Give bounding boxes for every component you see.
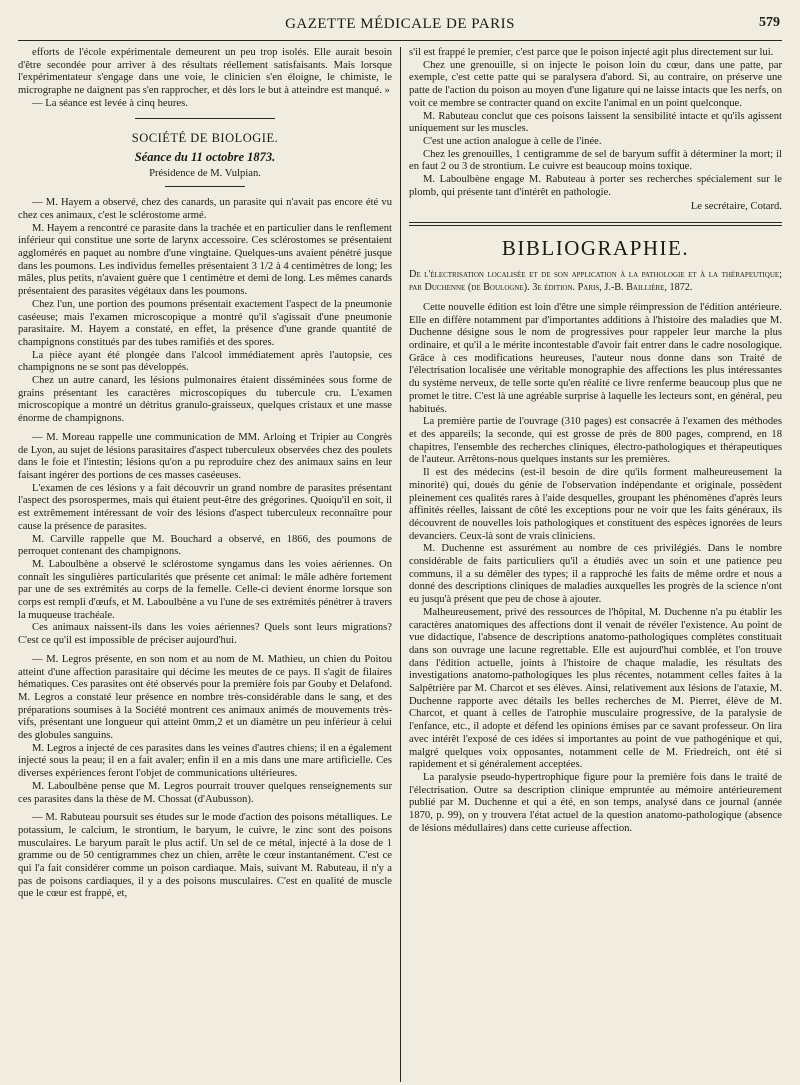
- review-paragraph: M. Duchenne est assurément au nombre de ces privilégiés. Dans le nombre considérable de faits particuliers qu'il a étudiés avec un soin et une patience peu communs, il a su démêler des types; il a rapproché les faits de même ordre et nous a donné des descriptions cliniques de maladies auxquelles les progrès de la science n'ont eu jusqu'à présent que peu de chose à ajouter.: [409, 543, 782, 606]
- paragraph: M. Carville rappelle que M. Bouchard a observé, en 1866, des poumons de perroquet contenant des champignons.: [18, 533, 392, 558]
- short-divider: [165, 186, 245, 187]
- paragraph: M. Hayem a rencontré ce parasite dans la trachée et en particulier dans le renflement inférieur qui constitue une sorte de larynx accessoire. Ces sclérostomes se présentaient agglomérés en paquet au nombre d'une vingtaine. Quelques-uns avaient pénétré jusque dans les poumons. Les individus femelles présentaient 3 1/2 à 4 centimètres de long; les mâles, plus petits, n'avaient guère que 1 centimètre et demi de long. Les mêmes canards présentaient des parasites végétaux dans les poumons.: [18, 222, 392, 298]
- paragraph: M. Rabuteau conclut que ces poisons laissent la sensibilité intacte et qu'ils agissent uniquement sur les muscles.: [409, 110, 782, 135]
- page-number: 579: [759, 15, 780, 30]
- paragraph: M. Laboulbène engage M. Rabuteau à porter ses recherches spécialement sur le plomb, qui présente tant d'intérêt en pathologie.: [409, 174, 782, 198]
- page-header: [18, 12, 782, 41]
- paragraph: — M. Rabuteau poursuit ses études sur le mode d'action des poisons métalliques. Le potassium, le calcium, le strontium, le baryum, le cuivre, le zinc sont des poisons musculaires. Le baryum paraît le plus actif. Un sel de ce métal, injecté à la dose de 1 gramme ou de 50 centigrammes chez un chien, arrête le cœur instantanément. C'est ce qui l'a fait considérer comme un poison cardiaque. Mais, suivant M. Rabuteau, il n'y a pas de poisons cardiaques, il y a des poisons musculaires. C'est en qualité de muscle que le cœur est frappé, et,: [18, 812, 392, 900]
- left-column: [18, 47, 400, 1082]
- seance-closing: — La séance est levée à cinq heures.: [32, 97, 188, 109]
- secretary-signature: Le secrétaire, Cotard.: [690, 201, 782, 213]
- right-column: [400, 47, 782, 1082]
- book-citation: De l'électrisation localisée et de son application à la pathologie et à la thérapeutique; par Duchenne (de Boulogne). 3e édition. Paris, J.-B. Baillière, 1872.: [409, 269, 782, 293]
- paragraph: s'il est frappé le premier, c'est parce que le poison injecté agit plus directement sur lui.: [409, 47, 774, 58]
- review-paragraph: Cette nouvelle édition est loin d'être une simple réimpression de l'édition antérieure. Elle en diffère notamment par d'importantes additions à l'histoire des maladies que M. Duchenne désigne sous le nom de progressives pour rappeler leur marche la plus ordinaire, et qu'il a le mérite incontestable d'avoir fait entrer dans le cadre nosologique. Grâce à ces modifications heureuses, l'auteur nous donne dans son Traité de l'électrisation localisée une véritable monographie des affections les plus intéressantes du système nerveux, de telle sorte qu'en réalité ce livre renferme beaucoup plus que ne promet le titre. C'est là une agréable surprise à laquelle les lecteurs sont, en général, peu habitués.: [409, 301, 782, 415]
- review-paragraph: Malheureusement, privé des ressources de l'hôpital, M. Duchenne n'a pu établir les caractères anatomiques des affections dont il venait de révéler l'existence. Au point de vue didactique, l'absence de descriptions anatomo-pathologiques complètes constituait dans son ouvrage une lacune regrettable. Elle est aujourd'hui comblée, et l'on trouve dans l'édition actuelle, joints à l'histoire de chaque maladie, les résultats des investigations anatomo-pathologiques les plus récentes, notamment celles faites à la Salpêtrière par M. Charcot et ses élèves. Ainsi, relativement aux lésions de l'ataxie, M. Duchenne rapporte avec détails les belles recherches de M. Pierret, élève de M. Charcot, et quant à celles de l'atrophie musculaire progressive, de la paralysie de l'enfance, etc., il adopte et défend les opinions émises par ce savant professeur. On lira avec intérêt l'exposé de ces idées si importantes au point de vue pathogénique et qui, malgré quelques voix opposantes, notamment celle de M. Friedreich, ont été si rapidement et si généralement acceptées.: [409, 606, 782, 771]
- paragraph: Ces animaux naissent-ils dans les voies aériennes? Quels sont leurs migrations? C'est ce qu'il est impossible de préciser aujourd'hui.: [18, 622, 392, 647]
- society-heading: SOCIÉTÉ DE BIOLOGIE.: [131, 130, 279, 145]
- presidence-line: Présidence de M. Vulpian.: [149, 167, 261, 179]
- paragraph: Chez une grenouille, si on injecte le poison loin du cœur, dans une patte, par exemple, c'est cette patte qui se paralysera d'abord. Si, au contraire, on préserve une patte de l'action du poison au moyen d'une ligature qui ne laisse intacts que les nerfs, on voit ce membre se contracter quand on excite l'animal en un point quelconque.: [409, 59, 782, 109]
- double-rule: [409, 222, 782, 226]
- paragraph: M. Laboulbène a observé le sclérostome syngamus dans les voies aériennes. On connaît les singulières particularités que présente cet animal: le mâle adhère fortement par une de ses extrémités au corps de la femelle. Celle-ci devient énorme lorsque son corps est rempli d'œufs, et M. Laboulbène a vu l'une de ses extrémités pénétrer à travers la muqueuse trachéale.: [18, 558, 392, 621]
- paragraph: — M. Hayem a observé, chez des canards, un parasite qui n'avait pas encore été vu chez ces animaux, c'est le sclérostome armé.: [18, 197, 392, 221]
- journal-title: GAZETTE MÉDICALE DE PARIS: [285, 16, 515, 32]
- paragraph: M. Laboulbène pense que M. Legros pourrait trouver quelques renseignements sur ces parasites dans la thèse de M. Chossat (d'Aubusson).: [18, 780, 392, 805]
- paragraph: M. Legros a injecté de ces parasites dans les veines d'autres chiens; il en a également injecté sous la peau; il en a fait avaler; enfin il en a mis dans une mare artificielle. Ces diverses expériences feront l'objet de communications ultérieures.: [18, 742, 392, 780]
- paragraph: L'examen de ces lésions y a fait découvrir un grand nombre de parasites présentant l'aspect des psorospermes, mais qui étaient peut-être des grégorines. Quoiqu'il en soit, il est extrêmement intéressant de voir des lésions d'aspect tuberculeux reconnaître pour cause la présence de parasites.: [18, 482, 392, 532]
- paragraph: — M. Moreau rappelle une communication de MM. Arloing et Tripier au Congrès de Lyon, au sujet de lésions parasitaires d'aspect tuberculeux observées chez des poulets dans le foie et l'intestin; lésions qu'on a pu reproduire chez des animaux sains en leur faisant ingérer des portions de ces masses caséeuses.: [18, 431, 392, 481]
- section-divider: [135, 118, 275, 119]
- seance-heading: Séance du 11 octobre 1873.: [134, 149, 276, 164]
- bibliography-heading: BIBLIOGRAPHIE.: [501, 236, 690, 261]
- paragraph: Chez l'un, une portion des poumons présentait exactement l'aspect de la pneumonie caséeuse; mais l'examen microscopique a montré qu'il s'agissait d'une pneumonie parasitaire. M. Hayem a constaté, en effet, la présence d'une grande quantité de champignons constitués par des tubes ramifiés et des spores.: [18, 298, 392, 348]
- intro-paragraph: efforts de l'école expérimentale demeurent un peu trop isolés. Elle aurait besoin d'être secondée pour arriver à des résultats réellement satisfaisants. Mais lorsque l'expérimentateur s'engage dans une voie, le clinicien s'en éloigne, le chimiste, le micrographe ne daignent pas s'en rapprocher, et dès lors le but à atteindre est manqué. »: [18, 47, 392, 97]
- review-paragraph: La première partie de l'ouvrage (310 pages) est consacrée à l'examen des méthodes et des appareils; la seconde, qui est grosse de près de 800 pages, comprend, en 18 chapitres, l'ensemble des recherches cliniques, électro-pathologiques et thérapeutiques de l'auteur. Arrêtons-nous quelques instants sur les premières.: [409, 416, 782, 466]
- paragraph: C'est une action analogue à celle de l'inée.: [423, 135, 602, 147]
- paragraph: Chez un autre canard, les lésions pulmonaires étaient disséminées sous forme de grains présentant les caractères microscopiques du tubercule cru. L'examen microscopique a montré un détritus granulo-graisseux, quelques cristaux et une masse énorme de champignons.: [18, 375, 392, 425]
- columns: [18, 47, 782, 1082]
- review-paragraph: Il est des médecins (est-il besoin de dire qu'ils forment malheureusement la minorité) qui, doués du génie de l'observation indépendante et originale, possèdent pleinement ces qualités rares à l'aide desquelles, groupant les phénomènes d'après leurs affinités réelles, laissant de côté les exceptions pour ne voir que les faits généraux, ils découvrent de nouvelles lois pathologiques et constituent des espèces ignorées de leurs devanciers. Ceux-là sont de vrais cliniciens.: [409, 467, 782, 542]
- paragraph: La pièce ayant été plongée dans l'alcool immédiatement après l'autopsie, ces champignons ne se sont pas développés.: [18, 349, 392, 374]
- paragraph: Chez les grenouilles, 1 centigramme de sel de baryum suffit à déterminer la mort; il en faut 2 ou 3 de strontium. Le cuivre est beaucoup moins toxique.: [409, 148, 782, 173]
- paragraph: — M. Legros présente, en son nom et au nom de M. Mathieu, un chien du Poitou atteint d'une affection parasitaire qui décime les meutes de ce pays. Il s'agit de filaires hématiques. Ces parasites ont été observés pour la première fois par Gouby et Delafond. M. Legros a constaté leur présence en nombre très-considérable dans le sang, et des préparations soumises à la Société montrent ces animaux animés de mouvements très-vifs, présentant une longueur qui atteint 0mm,2 et un diamètre un peu inférieur à celui des globules sanguins.: [18, 653, 392, 742]
- review-paragraph: La paralysie pseudo-hypertrophique figure pour la première fois dans le traité de l'électrisation. Outre sa description clinique empruntée au mémoire antérieurement publié par M. Duchenne et qui a été, en son temps, analysé dans ce journal (année 1870, p. 99), on y trouvera l'état actuel de la question anatomo-pathologique (absence de lésions médullaires) dans cette curieuse affection.: [409, 771, 782, 834]
